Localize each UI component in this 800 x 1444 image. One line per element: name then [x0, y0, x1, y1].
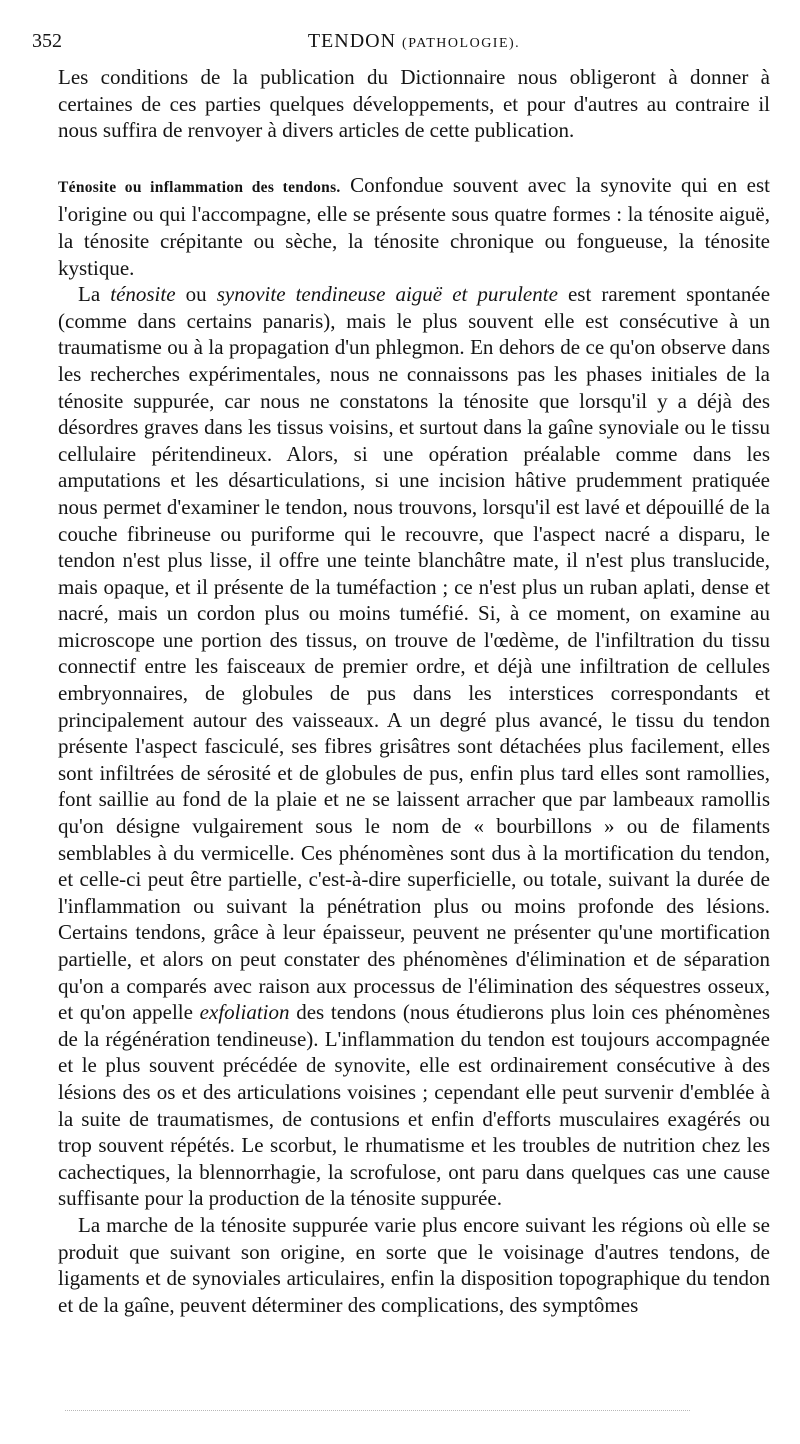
bottom-bleed-rule	[65, 1410, 690, 1411]
body-paragraph-acute	[58, 281, 770, 1212]
section-paragraph	[58, 172, 770, 281]
running-title-subtitle: (PATHOLOGIE).	[402, 36, 521, 51]
page-number: 352	[32, 30, 62, 52]
body-paragraph-course	[58, 1212, 770, 1318]
course-text: La marche de la ténosite suppurée varie plus encore suivant les régions où elle se produit que suivant son origine, en sorte que le voisinage d'autres tendons, de ligaments et de synoviales articulaires, enfin la disposition topographique du tendon et de la gaîne, peuvent déterminer des complications, des symptômes	[58, 1212, 770, 1317]
section-title: Ténosite ou inflammation des tendons.	[58, 178, 341, 196]
paragraph-text-after: des tendons (nous étudierons plus loin ces phénomènes de la régénération tendineuse). L'inflammation du tendon est toujours accompagnée et le plus souvent précédée de synovite, elle est ordinairement consécutive à des lésions des os et des articulations voisines ; cependant elle peut survenir d'emblée à la suite de traumatismes, de contusions et enfin d'efforts musculaires exagérés ou trop souvent répétés. Le scorbut, le rhumatisme et les troubles de nutrition chez les cachectiques, la blennorrhagie, la scrofulose, ont paru dans quelques cas une cause suffisante pour la production de la ténosite suppurée.	[58, 1000, 771, 1211]
connector-text: ou	[185, 282, 207, 307]
term-exfoliation: exfoliation	[199, 1000, 290, 1025]
document-page	[32, 24, 771, 1318]
paragraph-text-before: est rarement spontanée (comme dans certains panaris), mais le plus souvent elle est consécutive à un traumatisme ou à la propagation d'un phlegmon. En dehors de ce qu'on observe dans les recherches expérimentales, nous ne connaissons pas les phases initiales de la ténosite suppurée, car nous ne constatons la ténosite que lorsqu'il y a déjà des désordres graves dans les tissus voisins, et surtout dans la gaîne synoviale ou le tissu cellulaire péritendineux. Alors, si une opération préalable comme dans les amputations et les désarticulations, si une incision hâtive prudemment pratiquée nous permet d'examiner le tendon, nous trouvons, lorsqu'il est lavé et dépouillé de la couche fibrineuse ou puriforme qui le recouvre, que l'aspect nacré a disparu, le tendon n'est plus lisse, il offre une teinte blanchâtre mate, il n'est plus translucide, mais opaque, et il présente de la tuméfaction ; ce n'est plus un ruban aplati, dense et nacré, mais un cordon plus ou moins tuméfié. Si, à ce moment, on examine au microscope une portion des tissus, on trouve de l'œdème, de l'infiltration du tissu connectif entre les faisceaux de premier ordre, et déjà une infiltration de cellules embryonnaires, de globules de pus dans les interstices correspondants et principalement autour des vaisseaux. A un degré plus avancé, le tissu du tendon présente l'aspect fasciculé, ses fibres grisâtres sont détachées plus facilement, elles sont infiltrées de sérosité et de globules de pus, enfin plus tard elles sont ramollies, font saillie au fond de la plaie et ne se laissent arracher que par lambeaux ramollis qu'on désigne vulgairement sous le nom de « bourbillons » ou de filaments semblables à du vermicelle. Ces phénomènes sont dus à la mortification du tendon, et celle-ci peut être partielle, c'est-à-dire superficielle, ou totale, suivant la durée de l'inflammation ou suivant la pénétration plus ou moins profonde des lésions. Certains tendons, grâce à leur épaisseur, peuvent ne présenter qu'une mortification partielle, et alors on peut constater des phénomènes d'élimination et de séparation qu'on a comparés avec raison aux processus de l'élimination des séquestres osseux, et qu'on appelle	[58, 282, 771, 1025]
term-tenosite: ténosite	[110, 282, 176, 307]
running-head	[32, 24, 770, 54]
intro-paragraph	[58, 64, 770, 144]
paragraph-lead: La	[78, 282, 101, 307]
section-text: Confondue souvent avec la synovite qui en est l'origine ou qui l'accompagne, elle se présente sous quatre formes : la ténosite aiguë, la ténosite crépitante ou sèche, la ténosite chronique ou fongueuse, la ténosite kystique.	[58, 172, 770, 280]
running-title	[58, 30, 770, 53]
term-synovite: synovite tendineuse aiguë et purulente	[216, 282, 558, 307]
intro-text: Les conditions de la publication du Dictionnaire nous obligeront à donner à certaines de ces parties quelques développements, et pour d'autres au contraire il nous suffira de renvoyer à divers articles de cette publication.	[58, 65, 770, 143]
running-title-main: TENDON	[307, 30, 397, 52]
